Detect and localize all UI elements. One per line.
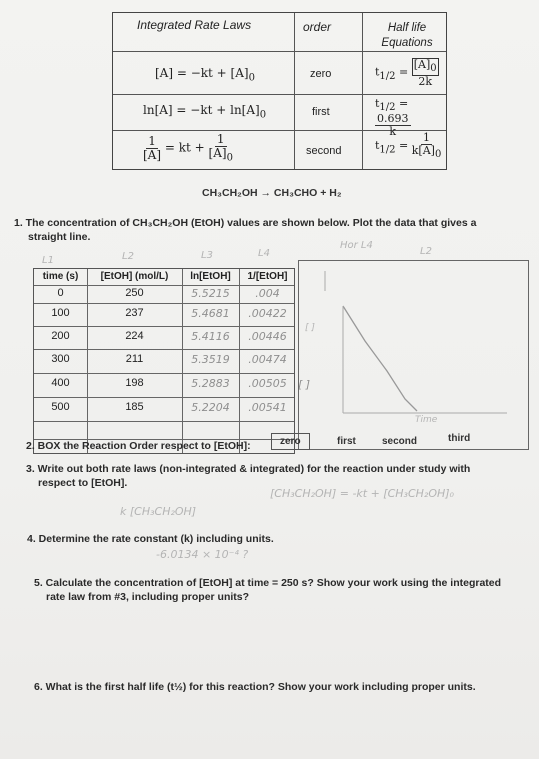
question-2: 2. BOX the Reaction Order respect to [EtOH]: bbox=[26, 440, 251, 452]
option-second[interactable]: second bbox=[382, 436, 418, 447]
header-order: order bbox=[303, 20, 332, 34]
table-cell-time: 300 bbox=[51, 353, 70, 365]
first-order-law: $\ln[A] = -kt + \ln[A]_0$ bbox=[143, 103, 267, 121]
table-cell-conc: 237 bbox=[125, 307, 144, 319]
table-cell-time: 0 bbox=[57, 287, 64, 299]
table-cell-inv: .00446 bbox=[248, 330, 287, 343]
order-second: second bbox=[306, 145, 342, 157]
question-5: 5. Calculate the concentration of [EtOH] at time = 250 s? Show your work using the integrated rate law from #3, including proper units? bbox=[34, 577, 502, 603]
question-6: 6. What is the first half life (t½) for this reaction? Show your work including proper units. bbox=[34, 681, 476, 693]
table-cell-conc: 185 bbox=[125, 401, 144, 413]
question-4: 4. Determine the rate constant (k) including units. bbox=[27, 533, 274, 545]
mark-l4: L4 bbox=[258, 248, 270, 259]
table-cell-inv: .004 bbox=[255, 287, 280, 300]
header-half-life: Half life Equations bbox=[381, 22, 433, 49]
order-first: first bbox=[312, 106, 330, 118]
side-note: [ ] bbox=[298, 378, 311, 391]
question-3: 3. Write out both rate laws (non-integrated & integrated) for the reaction under study with respect to [EtOH]. bbox=[26, 463, 471, 489]
zero-order-law: $[A] = -kt + [A]_0$ bbox=[155, 66, 255, 84]
option-zero-boxed[interactable]: zero bbox=[271, 433, 310, 450]
table-cell-ln: 5.4681 bbox=[191, 307, 230, 320]
question-1: 1. The concentration of CH₃CH₂OH (EtOH) values are shown below. Plot the data that gives a straight line. bbox=[14, 217, 477, 243]
mark-l2-graph: L2 bbox=[420, 246, 432, 257]
table-cell-time: 100 bbox=[51, 307, 70, 319]
rate-law-table bbox=[112, 12, 447, 170]
reaction-equation: CH₃CH₂OH → CH₃CHO + H₂ bbox=[202, 187, 342, 199]
table-header-cell: time (s) bbox=[42, 271, 79, 282]
y-axis-label: [ ] bbox=[305, 323, 315, 333]
table-cell-ln: 5.3519 bbox=[191, 353, 230, 366]
sketch-curve bbox=[343, 306, 417, 411]
data-table bbox=[33, 268, 295, 454]
table-cell-ln: 5.5215 bbox=[191, 287, 230, 300]
table-cell-inv: .00474 bbox=[248, 353, 287, 366]
mark-hor: Hor L4 bbox=[340, 240, 373, 251]
mark-l2: L2 bbox=[122, 251, 134, 262]
second-order-law: $\frac{1}{[A]}$ = kt + $\frac{1}{[A]_0}$ bbox=[143, 132, 233, 163]
table-cell-ln: 5.2883 bbox=[191, 377, 230, 390]
mark-l3: L3 bbox=[201, 250, 213, 261]
table-cell-conc: 211 bbox=[125, 353, 144, 365]
table-header-cell: [EtOH] (mol/L) bbox=[100, 271, 169, 282]
graph-sketch bbox=[299, 261, 528, 449]
zero-order-half-life: $t_{1/2}$ = $\frac{[A]_0}{2k}$ bbox=[375, 58, 437, 88]
second-order-half-life: $t_{1/2}$ = $\frac{1}{k[A]_0}$ bbox=[375, 131, 442, 160]
table-cell-inv: .00505 bbox=[248, 377, 287, 390]
option-first[interactable]: first bbox=[337, 436, 356, 447]
table-cell-inv: .00422 bbox=[248, 307, 287, 320]
table-cell-inv: .00541 bbox=[248, 401, 287, 414]
header-rate-laws: Integrated Rate Laws bbox=[137, 18, 252, 32]
table-header-cell: 1/[EtOH] bbox=[247, 271, 288, 282]
table-cell-ln: 5.2204 bbox=[191, 401, 230, 414]
option-third[interactable]: third bbox=[448, 433, 471, 444]
table-cell-conc: 250 bbox=[125, 287, 144, 299]
mark-l1: L1 bbox=[42, 255, 54, 266]
table-cell-time: 400 bbox=[51, 377, 70, 389]
order-zero: zero bbox=[310, 68, 332, 80]
table-cell-conc: 224 bbox=[125, 330, 144, 342]
table-cell-ln: 5.4116 bbox=[191, 330, 230, 343]
answer-integrated-law: [CH₃CH₂OH] = -kt + [CH₃CH₂OH]₀ bbox=[270, 487, 454, 500]
answer-rate-law: k [CH₃CH₂OH] bbox=[120, 505, 197, 518]
answer-rate-constant: -6.0134 × 10⁻⁴ ? bbox=[156, 548, 249, 561]
table-cell-conc: 198 bbox=[125, 377, 144, 389]
x-axis-label: Time bbox=[415, 415, 438, 425]
table-cell-time: 200 bbox=[51, 330, 70, 342]
table-header-cell: ln[EtOH] bbox=[190, 271, 231, 282]
graph-box bbox=[298, 260, 529, 450]
first-order-half-life: $t_{1/2}$ = $\frac{0.693}{k}$ bbox=[375, 97, 409, 138]
table-cell-time: 500 bbox=[51, 401, 70, 413]
